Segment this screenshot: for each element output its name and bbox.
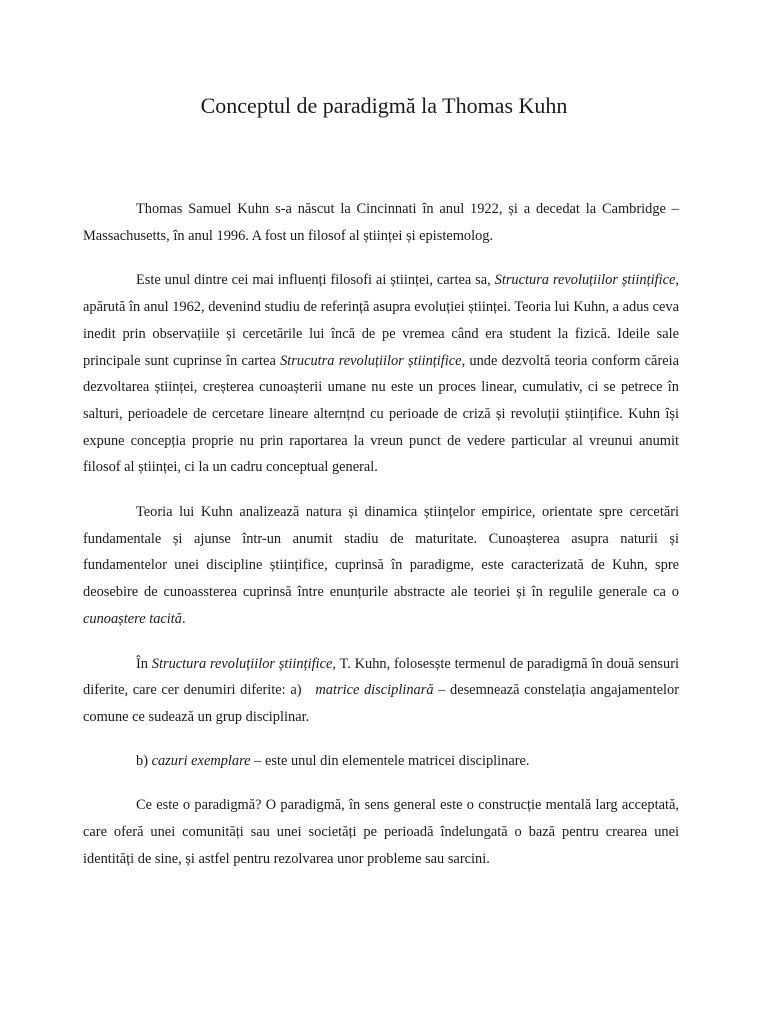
paragraph-3-text-b: . <box>181 610 186 627</box>
paragraph-3 <box>83 499 679 633</box>
paragraph-2 <box>83 267 679 481</box>
tacit-knowledge-italic: cunoaștere tacită <box>83 610 182 627</box>
book-title-italic-2: Strucutra revoluțiilor științifice <box>280 352 462 369</box>
exemplary-cases-italic: cazuri exemplare <box>151 752 251 769</box>
paragraph-5 <box>83 748 679 775</box>
paragraph-1 <box>83 196 679 249</box>
document-title: Conceptul de paradigmă la Thomas Kuhn <box>200 93 568 118</box>
paragraph-5-text-a: b) <box>136 752 152 769</box>
document-body <box>83 196 683 890</box>
paragraph-6 <box>83 792 679 872</box>
paragraph-2-text-a: Este unul dintre cei mai influenți filosofi ai științei, cartea sa, <box>136 272 495 289</box>
paragraph-2-text-b: , apărută în anul 1962, devenind studiu de referință asupra evoluției științei. Teoria lui Kuhn, a adus ceva inedit prin observațiile și cercetările lui încă de pe vremea când era student la fizică. Ideile sale principale sunt cuprinse în cartea <box>83 272 679 369</box>
paragraph-4-text-c: – desemnează constelația angajamentelor comune ce sudează un grup disciplinar. <box>83 682 679 725</box>
paragraph-3-text-a: Teoria lui Kuhn analizează natura și dinamica științelor empirice, orientate spre cercetări fundamentale și ajunse într-un anumit stadiu de maturitate. Cunoașterea asupra naturii și fundamentelor unei discipline științifice, cuprinsă în paradigme, este caracterizată de Kuhn, spre deosebire de cunoassterea cuprinsă între enunțurile abstracte ale teoriei și în regulile generale ca o <box>83 504 679 601</box>
paragraph-4-text-a: În <box>136 655 152 672</box>
paragraph-6-text: Ce este o paradigmă? O paradigmă, în sens general este o construcție mentală larg acceptată, care oferă unei comunități sau unei societăți pe perioadă îndelungată o bază pentru crearea unei identități de sine, și astfel pentru rezolvarea unor probleme sau sarcini. <box>83 797 679 867</box>
book-title-italic: Structura revoluțiilor științifice <box>494 272 676 289</box>
paragraph-4 <box>83 651 683 731</box>
disciplinary-matrix-italic: matrice disciplinară <box>315 682 434 699</box>
paragraph-1-text: Thomas Samuel Kuhn s-a născut la Cincinnati în anul 1922, și a decedat la Cambridge – Massachusetts, în anul 1996. A fost un filosof al științei și epistemolog. <box>83 201 679 244</box>
paragraph-2-text-c: , unde dezvoltă teoria conform căreia dezvoltarea științei, creșterea cunoașterii umane nu este un proces linear, cumulativ, ci se petrece în salturi, perioadele de cercetare lineare alternțnd cu perioade de criză și revoluții științifice. Kuhn își expune concepția proprie nu prin raportarea la vreun punct de vedere particular al vreunui anumit filosof al științei, ci la un cadru conceptual general. <box>83 352 680 476</box>
book-title-italic-3: Structura revoluțiilor științifice <box>151 655 333 672</box>
paragraph-5-text-b: – este unul din elementele matricei disciplinare. <box>250 752 530 769</box>
paragraph-4-text-b: , T. Kuhn, folosesște termenul de paradigmă în două sensuri diferite, care cer denumiri diferite: a) <box>83 655 683 699</box>
